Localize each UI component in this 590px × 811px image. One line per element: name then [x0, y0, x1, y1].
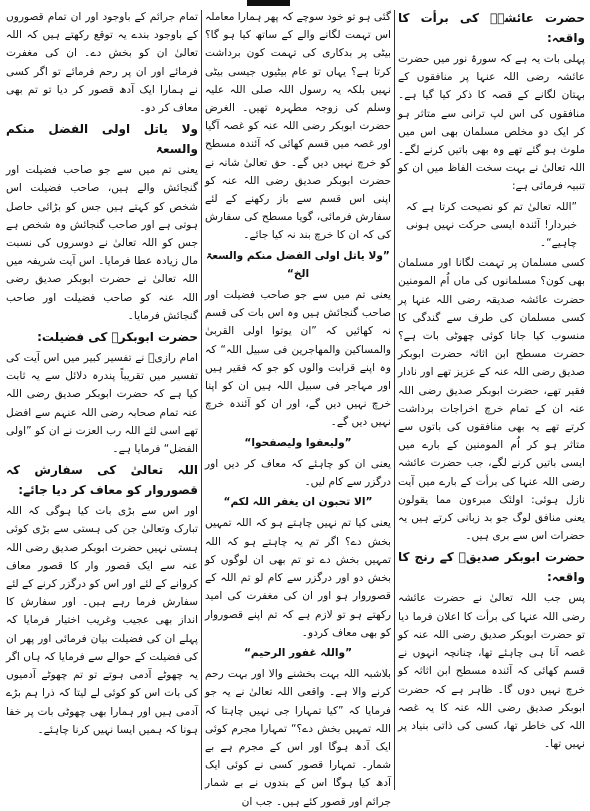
verse-heading: ولا یاتل اولی الفضل منکم والسعۃ: [6, 122, 198, 157]
section-heading: حضرت ابوبکرؓ کی فضیلت:: [37, 330, 198, 345]
verse: ”الا تحبون ان یغفر اللہ لکم“: [223, 496, 373, 509]
paragraph: یعنی تم میں سے جو صاحب فضیلت اور صاحب گنجائش ہیں وہ اس بات کی قسم نہ کھائیں کہ ”ان یوتوا اولی القربیٰ والمساکین والمھاجرین فی سبیل اللہ“ کہ وہ اپنے قرابت والوں کو جو کہ فقیر ہیں اور مہاجر فی سبیل اللہ ہیں ان کو اپنا خرچ نہیں دیں گے، اور ان کو آئندہ خرچ نہیں دیں گے۔: [205, 289, 391, 429]
left-column: [6, 8, 198, 793]
verse: ”ولیعفوا ولیصفحوا“: [244, 436, 352, 449]
verse: ”ولا یاتل اولی الفضل منکم والسعۃ الخ“: [206, 249, 390, 280]
paragraph: پس جب اللہ تعالیٰ نے حضرت عائشہ رضی اللہ عنہا کی برأت کا اعلان فرما دیا تو حضرت ابوبکر صدیق رضی اللہ عنہ کو غصہ آنا ہی چاہئے تھا، چنانچہ انہوں نے قسم کھائی کہ آئندہ مسطح ابن اثاثہ کو خرچ نہیں دوں گا۔ ظاہر ہے کہ حضرت ابوبکر صدیق رضی اللہ عنہ کا یہ غصہ اللہ کی خاطر تھا، کسی کی ذاتی بنیاد پر نہیں تھا۔: [398, 592, 585, 751]
section-heading: حضرت عائشہؓ کی برأت کا واقعہ:: [398, 11, 585, 45]
paragraph: تمام جرائم کے باوجود اور ان تمام قصوروں کے باوجود بندے یہ توقع رکھتے ہیں کہ اللہ تعالیٰ ان کو بخش دے۔ ان کی مغفرت فرمائے اور ان پر رحم فرمائے تو اگر کسی نے ہمارا ایک آدھ قصور کر دیا تو تم بھی معاف کر دو۔: [6, 11, 198, 115]
paragraph: امام رازیؒ نے تفسیر کبیر میں اس آیت کی تفسیر میں تقریباً پندرہ دلائل سے یہ ثابت کیا ہے کہ حضرت ابوبکر صدیق رضی اللہ عنہ تمام صحابہ رضی اللہ عنہم سے افضل تھے اسی لئے اللہ رب العزت نے ان کو ”اولی الفضل“ فرمایا ہے۔: [6, 352, 198, 456]
section-heading: حضرت ابوبکر صدیقؓ کے رنج کا واقعہ:: [398, 550, 585, 585]
right-column: [398, 8, 585, 793]
paragraph: اور اس سے بڑی بات کیا ہوگی کہ اللہ تبارک وتعالیٰ جن کی ہستی سے بڑی کوئی ہستی نہیں حضرت ابوبکر صدیق رضی اللہ عنہ سے ایک قصور وار کا قصور معاف کروانے کے لئے اور اس کو درگزر کرنے کے لئے سفارش فرما رہے ہیں۔ اور سفارش کا انداز بھی عجیب وغریب اختیار فرمایا کہ پہلے ان کی فضیلت بیان فرمائی اور پھر ان کی فضیلت کے حوالے سے فرمایا کہ ہاں اگر یہ چھوٹے آدمی ہوتے تو تم چھوٹے آدمیوں کی بات اس کو کوئی لے لیتا کہ ذرا ہم بڑے آدمی ہیں اور ہمارا بھی چھوٹی بات پر خفا ہونا کہ ہمیں ایسا نہیں کرنا چاہئے۔: [6, 505, 198, 736]
column-divider: [201, 10, 202, 790]
header-bar: [247, 0, 290, 6]
column-divider: [394, 10, 395, 790]
paragraph: بلاشبہ اللہ بہت بخشنے والا اور بہت رحم کرنے والا ہے۔ واقعی اللہ تعالیٰ نے یہ جو فرمایا کہ ”کیا تمہارا جی نہیں چاہتا کہ اللہ تمہیں بخش دے؟“ تمہارا مجرم کوئی ایک آدھ ہوگا اور اس کے مجرم ہے بے شمار۔ تمہارا قصور کسی نے کوئی ایک آدھ کیا ہوگا اس کے بندوں نے بے شمار جرائم اور قصور کئے ہیں۔ جب ان: [205, 668, 391, 808]
paragraph: یعنی کیا تم نہیں چاہتے ہو کہ اللہ تمہیں بخش دے؟ اگر تم یہ چاہتے ہو کہ اللہ تمہیں بخش دے تو تم بھی ان لوگوں کو بخش دو اور درگزر سے کام لو تم اللہ کے قصوروار ہو اور ان کی مغفرت کی امید رکھتے ہو تو لازم ہے کہ تم اپنے قصوروار کو بھی معاف کردو۔: [205, 517, 391, 639]
paragraph: کسی مسلمان پر تہمت لگانا اور مسلمان بھی کون؟ مسلمانوں کی ماں اُم المومنین حضرت عائشہ صدیقہ رضی اللہ عنہا پر کسی مسلمان کی طرف سے گندگی کا منسوب کیا جانا کوئی چھوٹی بات ہے؟ حضرت مسطح ابن اثاثہ حضرت ابوبکر صدیق رضی اللہ عنہ کے عزیز تھے اور نادار فقیر تھے، حضرت ابوبکر صدیق رضی اللہ عنہ ان کے تمام خرچ اخراجات برداشت کرتے تھے یہ بھی منافقوں کی باتوں سے متاثر ہو کر اُم المومنین کے بارے میں ایسی باتیں کرنے لگے، جب حضرت عائشہ رضی اللہ عنہا کی برأت کے بارے میں آیت نازل ہوئی: اولئک مبرءون مما یقولون یعنی منافق لوگ جو بد زبانی کرتے ہیں یہ حضرات اس سے بری ہیں۔: [398, 257, 585, 543]
middle-column: [205, 8, 391, 808]
paragraph: یعنی ان کو چاہئے کہ معاف کر دیں اور درگزر سے کام لیں۔: [205, 457, 391, 489]
verse: ”واللہ غفور الرحیم“: [243, 646, 353, 659]
section-heading: اللہ تعالیٰ کی سفارش کہ قصوروار کو معاف کر دیا جائے:: [6, 463, 198, 498]
paragraph: پہلی بات یہ ہے کہ سورۃ نور میں حضرت عائشہ رضی اللہ عنہا پر منافقوں کے بہتان لگانے کے قصہ کا ذکر کیا گیا ہے۔ منافقوں کی اس لپ ترانی سے متاثر ہو کر ایک دو مخلص مسلمان بھی اس میں ملوث ہو گئے تھے وہ بھی باتیں کرنے لگے۔ اللہ تعالیٰ نے بہت سخت الفاظ میں ان کو تنبیہ فرمائی ہے:: [398, 53, 585, 193]
quote: ”اللہ تعالیٰ تم کو نصیحت کرتا ہے کہ خبردار! آئندہ ایسی حرکت نہیں ہونی چاہیے“۔: [406, 200, 577, 250]
paragraph: گئی ہو تو خود سوچے کہ پھر ہمارا معاملہ اس تہمت لگانے والے کے ساتھ کیا ہو گا؟ بیٹی پر بدکاری کی تہمت کون برداشت کرتا ہے؟ یہاں تو عام بیٹیوں جیسی بیٹی نہیں بلکہ یہ رسول اللہ صلی اللہ علیہ وسلم کی زوجہ مطہرہ تھیں۔ الغرض حضرت ابوبکر رضی اللہ عنہ کو غصہ آگیا اور غصہ میں قسم کھائی کہ آئندہ مسطح کو خرچ نہیں دیں گے۔ حق تعالیٰ شانہ نے حضرت ابوبکر صدیق رضی اللہ عنہ کو اپنی اس قسم سے باز رکھنے کے لئے سفارش فرمائی، گویا مسطح کی سفارش کی کہ ان کا خرچ بند نہ کیا جائے۔: [205, 11, 391, 242]
paragraph: یعنی تم میں سے جو صاحب فضیلت اور گنجائش والے ہیں، صاحب فضیلت اس شخص کو کہتے ہیں جس کو بڑائی حاصل ہوتی ہے اور صاحب گنجائش وہ شخص ہے جس کو اللہ تعالیٰ نے دوسروں کی نسبت مال زیادہ عطا فرمایا۔ اس آیت شریفہ میں اللہ تعالیٰ نے حضرت ابوبکر صدیق رضی اللہ عنہ کو صاحب فضیلت اور صاحب گنجائش فرمایا۔: [6, 164, 198, 322]
